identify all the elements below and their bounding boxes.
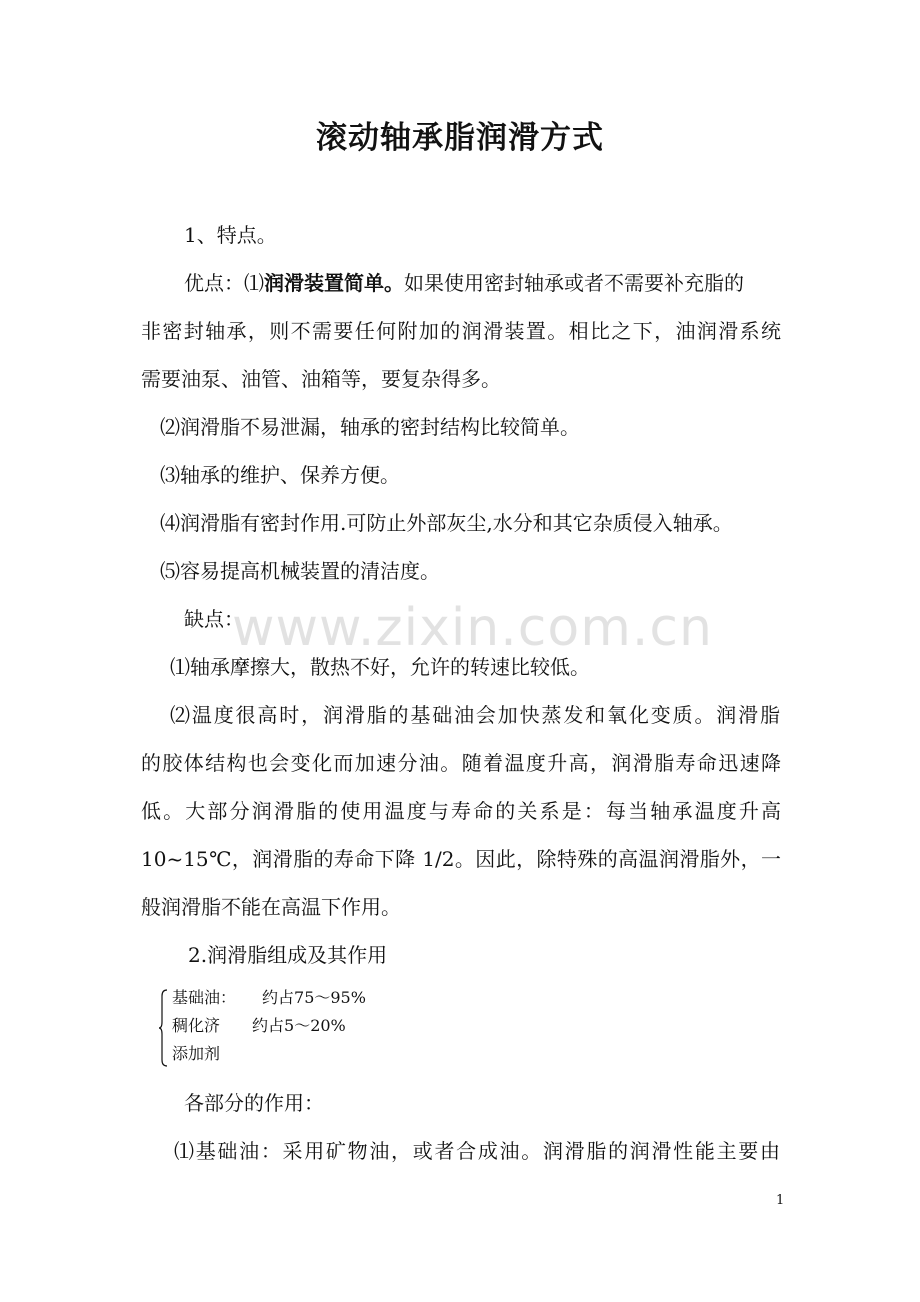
section2-heading: 2.润滑脂组成及其作用 bbox=[188, 943, 388, 967]
advantages-label: 优点： bbox=[184, 271, 244, 295]
advantages-item3: ⑶轴承的维护、保养方便。 bbox=[160, 463, 400, 487]
advantages-item5: ⑸容易提高机械装置的清洁度。 bbox=[160, 559, 440, 583]
advantages-item4: ⑷润滑脂有密封作用.可防止外部灰尘,水分和其它杂质侵入轴承。 bbox=[160, 511, 733, 535]
composition-name: 基础油： bbox=[172, 988, 237, 1007]
document-title: 滚动轴承脂润滑方式 bbox=[316, 120, 604, 156]
advantages-item1-line2: 非密封轴承，则不需要任何附加的润滑装置。相比之下，油润滑系统 bbox=[141, 319, 781, 343]
advantages-item1-line3: 需要油泵、油管、油箱等，要复杂得多。 bbox=[141, 367, 501, 391]
advantages-item1-marker: ⑴ bbox=[244, 271, 264, 295]
roles-label: 各部分的作用： bbox=[184, 1091, 324, 1115]
disadvantages-item2-line1: ⑵温度很高时，润滑脂的基础油会加快蒸发和氧化变质。润滑脂 bbox=[170, 703, 780, 727]
composition-value: 约占75～95% bbox=[262, 988, 366, 1007]
role-base-oil: ⑴基础油：采用矿物油，或者合成油。润滑脂的润滑性能主要由 bbox=[174, 1139, 780, 1163]
disadvantages-item2-line2: 的胶体结构也会变化而加速分油。随着温度升高，润滑脂寿命迅速降 bbox=[141, 751, 781, 775]
composition-row-base-oil bbox=[172, 987, 366, 1009]
advantages-item1-bold: 润滑装置简单。 bbox=[264, 271, 404, 295]
composition-name: 稠化济 bbox=[172, 1016, 221, 1035]
composition-row-thickener bbox=[172, 1015, 346, 1037]
disadvantages-item2-line4: 10~15℃，润滑脂的寿命下降 1/2。因此，除特殊的高温润滑脂外，一 bbox=[141, 847, 781, 871]
disadvantages-label: 缺点： bbox=[184, 607, 244, 631]
disadvantages-item2-line5: 般润滑脂不能在高温下作用。 bbox=[141, 895, 401, 919]
advantages-item2: ⑵润滑脂不易泄漏，轴承的密封结构比较简单。 bbox=[160, 415, 580, 439]
composition-brace bbox=[158, 988, 168, 1068]
disadvantages-item1: ⑴轴承摩擦大，散热不好，允许的转速比较低。 bbox=[170, 655, 590, 679]
composition-row-additive bbox=[172, 1043, 220, 1065]
page-number: 1 bbox=[776, 1193, 785, 1208]
advantages-item1-rest: 如果使用密封轴承或者不需要补充脂的 bbox=[404, 271, 744, 295]
watermark: www.zixin.com.cn bbox=[232, 598, 713, 658]
composition-value: 约占5～20% bbox=[252, 1016, 346, 1035]
disadvantages-item2-line3: 低。大部分润滑脂的使用温度与寿命的关系是：每当轴承温度升高 bbox=[141, 799, 781, 823]
composition-name: 添加剂 bbox=[172, 1044, 221, 1063]
section1-heading: 1、特点。 bbox=[184, 223, 277, 247]
advantages-item1-line1 bbox=[184, 270, 744, 296]
